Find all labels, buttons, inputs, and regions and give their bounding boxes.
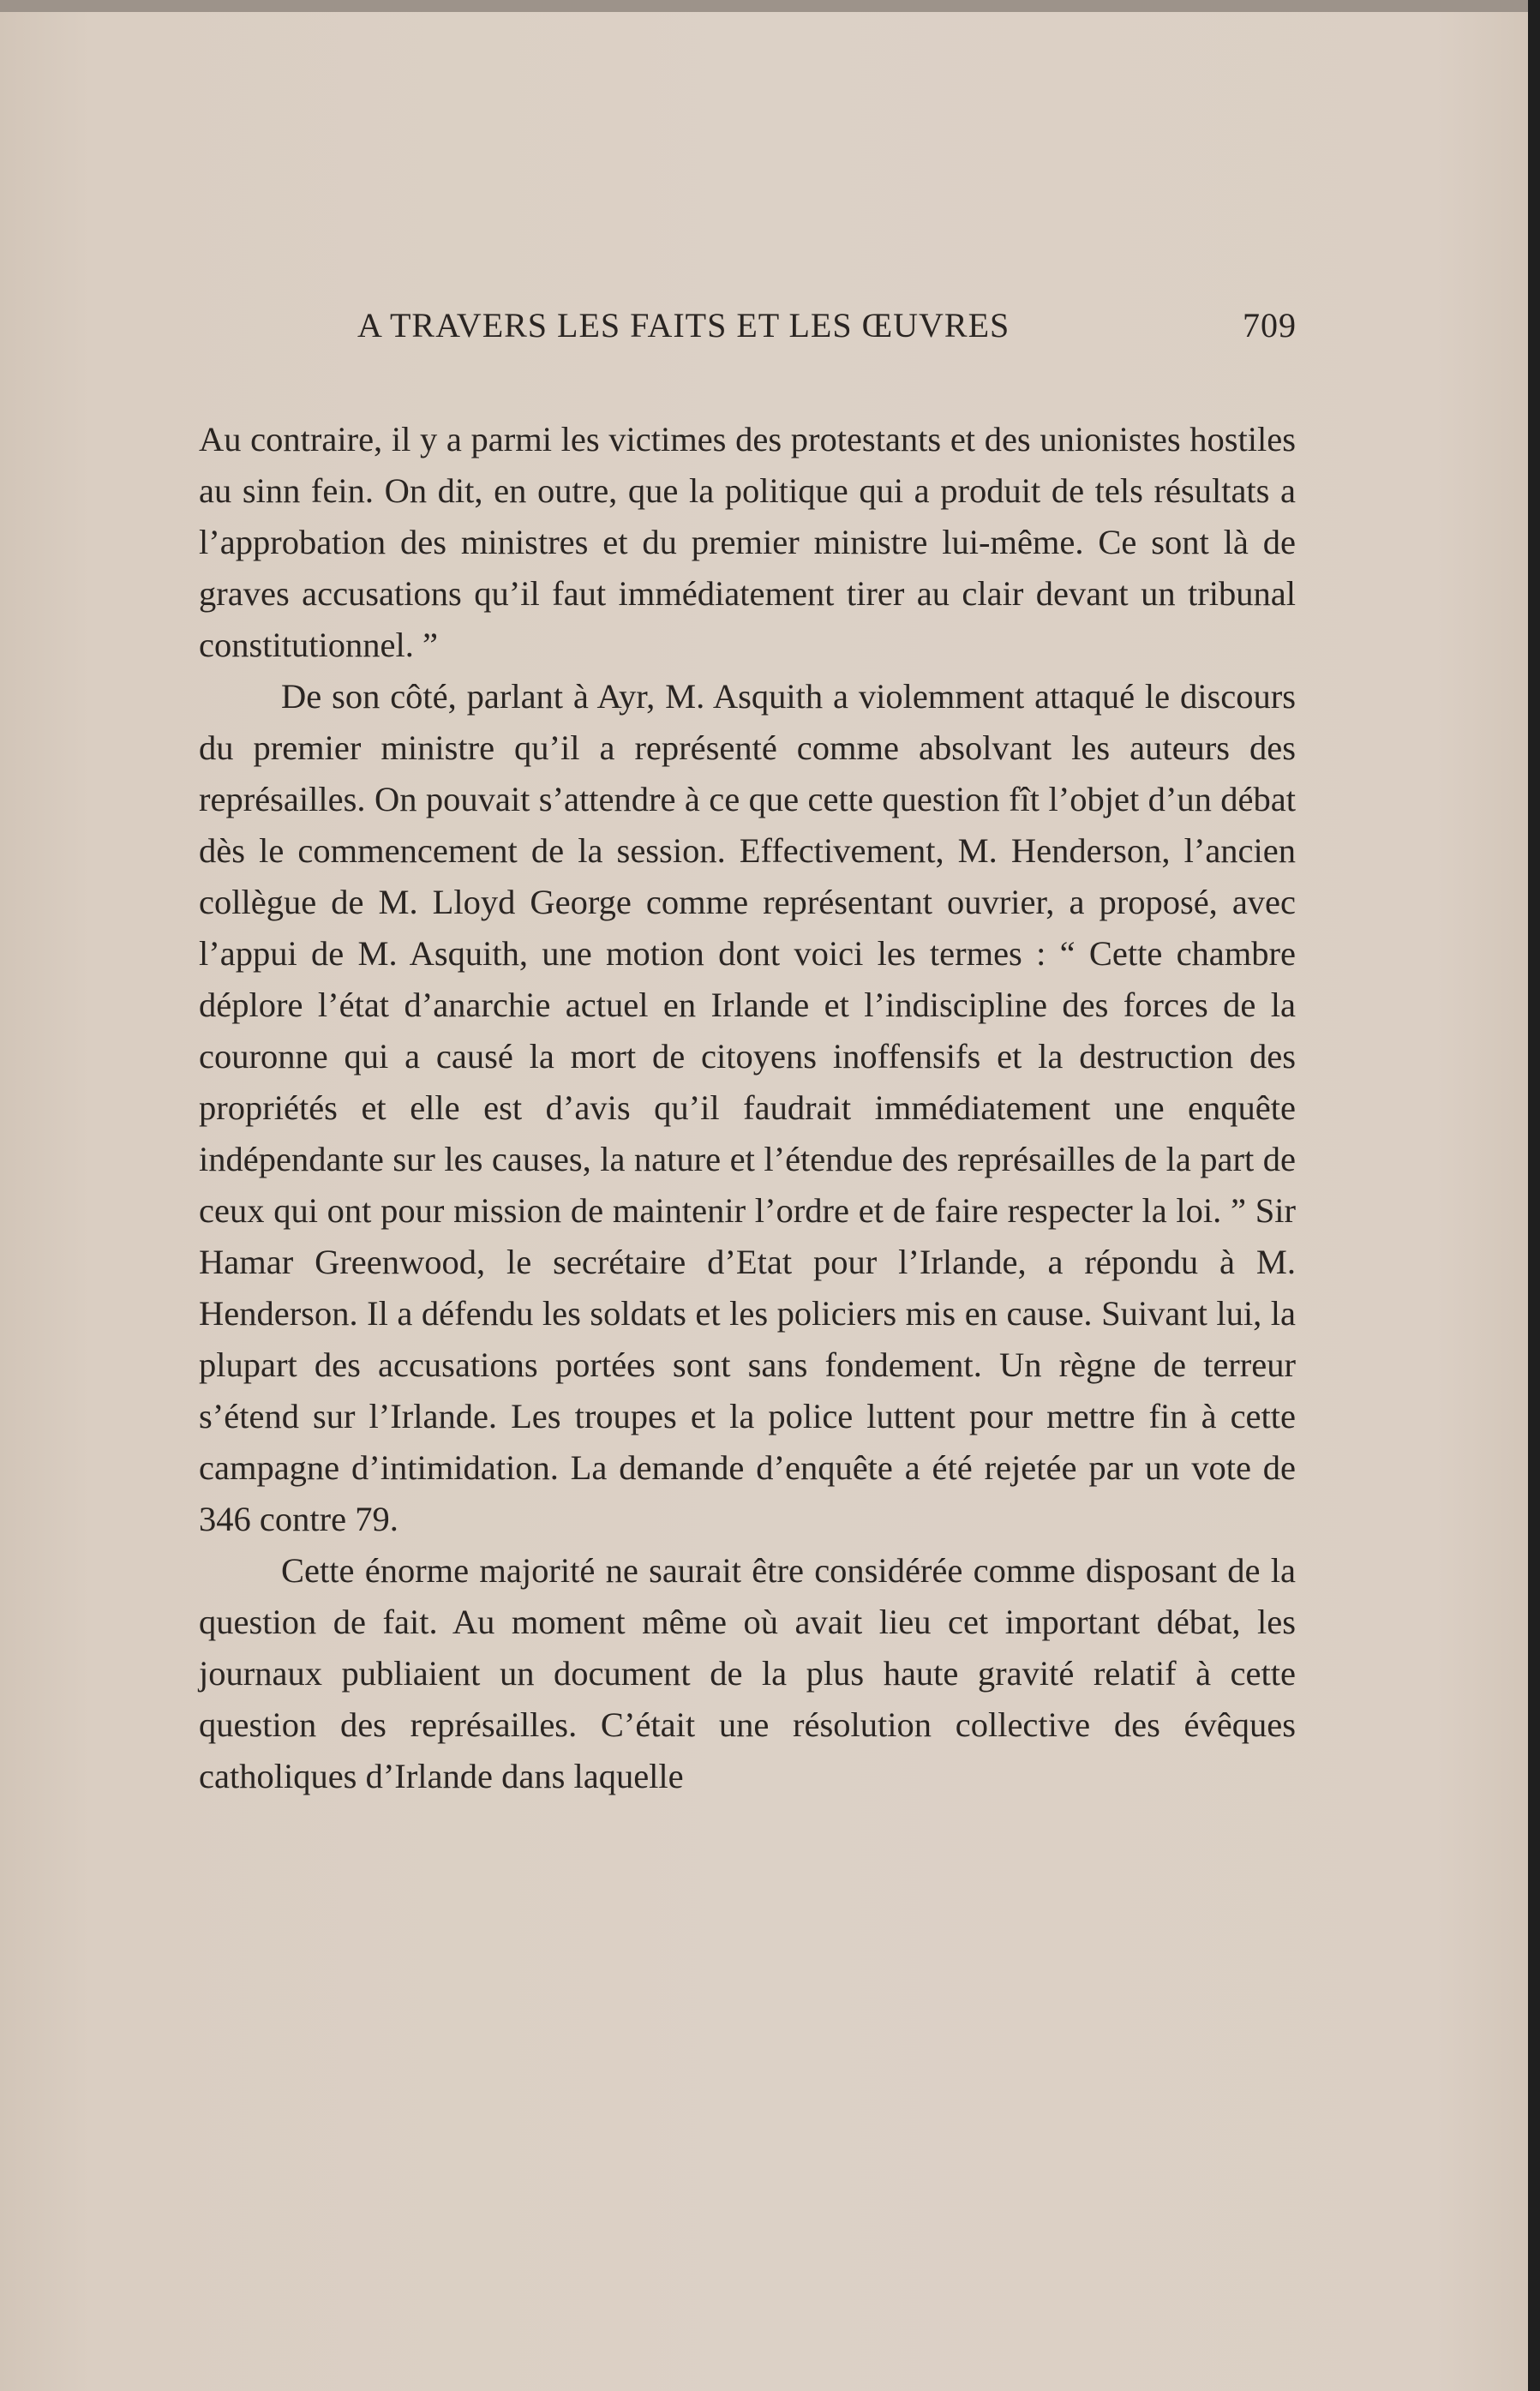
paragraph-2: De son côté, parlant à Ayr, M. Asquith a violemment attaqué le discours du premier ministre qu’il a représenté comme absolvant les auteurs des représailles. On pouvait s’attendre à ce que cette question fît l’objet d’un débat dès le commencement de la session. Effectivement, M. Henderson, l’ancien collègue de M. Lloyd George comme représentant ouvrier, a proposé, avec l’appui de M. Asquith, une motion dont voici les termes : “ Cette chambre déplore l’état d’anarchie actuel en Irlande et l’indiscipline des forces de la couronne qui a causé la mort de citoyens inoffensifs et la destruction des propriétés et elle est d’avis qu’il faudrait immédiatement une enquête indépendante sur les causes, la nature et l’étendue des représailles de la part de ceux qui ont pour mission de maintenir l’ordre et de faire respecter la loi. ” Sir Hamar Greenwood, le secrétaire d’Etat pour l’Irlande, a répondu à M. Henderson. Il a défendu les soldats et les policiers mis en cause. Suivant lui, la plupart des accusations portées sont sans fondement. Un règne de terreur s’étend sur l’Irlande. Les troupes et la police luttent pour mettre fin à cette campagne d’intimidation. La demande d’enquête a été rejetée par un vote de 346 contre 79. <box>199 677 1296 1538</box>
paragraph-1: Au contraire, il y a parmi les victimes des protestants et des unionistes hostiles au sinn fein. On dit, en outre, que la politique qui a produit de tels résultats a l’approbation des ministres et du premier ministre lui-même. Ce sont là de graves accusations qu’il faut immédiatement tirer au clair devant un tribunal constitutionnel. ” <box>199 420 1296 664</box>
page-edge-shadow <box>1528 0 1540 2391</box>
body-text <box>199 414 1296 1802</box>
running-head <box>197 305 1311 365</box>
page-number: 709 <box>1243 306 1297 345</box>
paragraph-3: Cette énorme majorité ne saurait être considérée comme disposant de la question de fait. Au moment même où avait lieu cet important débat, les journaux publiaient un document de la plus haute gravité relatif à cette question des représailles. C’était une résolution collective des évêques catholiques d’Irlande dans laquelle <box>199 1551 1296 1795</box>
running-title: A TRAVERS LES FAITS ET LES ŒUVRES <box>357 306 1010 345</box>
